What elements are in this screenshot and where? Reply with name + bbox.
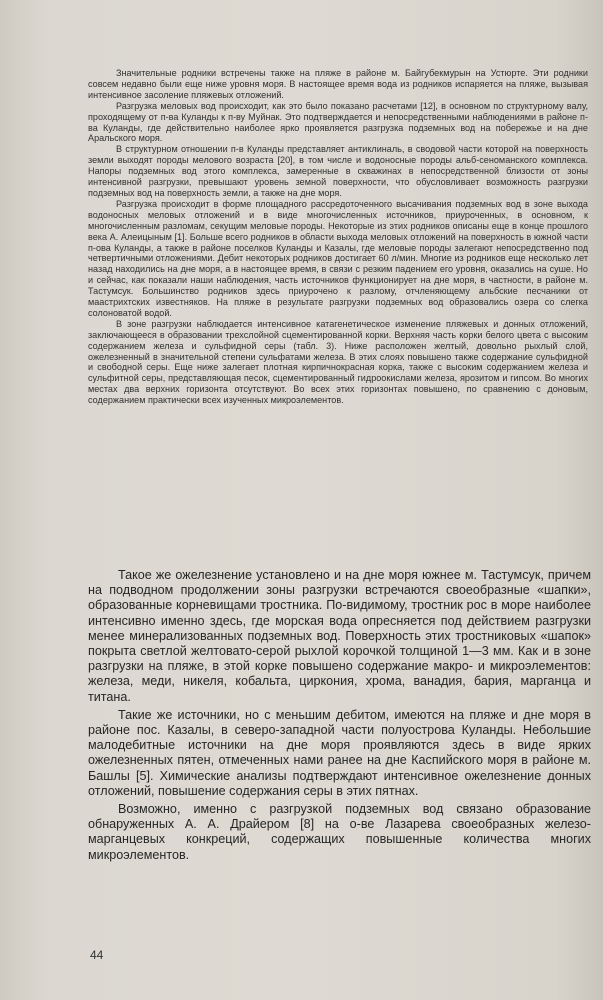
paragraph: Возможно, именно с разгрузкой подземных вод связано образование обнаруженных А. А. Драйером [8] на о-ве Лазарева своеобразных железо-марганцевых конкреций, содержащих повышенные количества многих микроэлементов.: [88, 802, 591, 862]
main-text-section: [88, 568, 591, 866]
small-print-section: [88, 68, 588, 406]
paragraph: Значительные родники встречены также на пляже в районе м. Байгубекмурын на Устюрте. Эти родники совсем недавно были еще ниже уровня моря. В настоящее время вода из родников испаряется на пляже, вызывая интенсивное засоление пляжевых отложений.: [88, 68, 588, 100]
paragraph: Такие же источники, но с меньшим дебитом, имеются на пляже и дне моря в районе пос. Казалы, в северо-западной части полуострова Куланды. Небольшие малодебитные источники на дне моря проявляются здесь в виде ярких ожелезненных пятен, отмеченных нами ранее на дне Каспийского моря в районе м. Башлы [5]. Химические анализы подтверждают интенсивное ожелезнение донных отложений, повышение содержания серы в этих пятнах.: [88, 707, 591, 798]
paragraph: В структурном отношении п-в Куланды представляет антиклиналь, в сводовой части которой на поверхность земли выходят породы мелового возраста [20], в том числе и водоносные породы альб-сеноманского комплекса. Напоры подземных вод этого комплекса, замеренные в скважинах в непосредственной близости от зоны интенсивной разгрузки, превышают уровень земной поверхности, что обусловливает возможность разгрузки подземных вод на поверхность земли, а также на дне моря.: [88, 144, 588, 198]
paragraph: Разгрузка происходит в форме площадного рассредоточенного высачивания подземных вод в зоне выхода водоносных меловых отложений и в виде многочисленных источников, приуроченных, в основном, к многочисленным разломам, секущим меловые породы. Некоторые из этих родников описаны еще в конце прошлого века А. Алеицыным [1]. Больше всего родников в области выхода меловых отложений на поверхность в южной части п-ова Куланды, а также в районе поселков Куланды и Казалы, где меловые породы залегают непосредственно под четвертичными отложениями. Дебит некоторых родников достигает 60 л/мин. Многие из родников еще несколько лет назад находились на дне моря, а в настоящее время, в связи с резким падением его уровня, оказались на суше. Но и сейчас, как показали наши наблюдения, часть источников функционирует на дне моря, в частности, в районе м. Тастумсук. Большинство родников здесь приурочено к разлому, отчленяющему альбские песчаники от маастрихтских известняков. На пляже в результате разгрузки подземных вод образовались озера со слегка солоноватой водой.: [88, 198, 588, 318]
paragraph: В зоне разгрузки наблюдается интенсивное катагенетическое изменение пляжевых и донных отложений, заключающееся в образовании трехслойной сцементированной корки. Верхняя часть корки белого цвета с высоким содержанием железа и сульфидной серы (табл. 3). Ниже расположен желтый, довольно рыхлый слой, ожелезненный в значительной степени сульфатами железа. В этих слоях повышено также содержание сульфидной и свободной серы. Еще ниже залегает плотная кирпичнокрасная корка, также с высоким содержанием железа и сульфитной серы, представляющая песок, сцементированный гидроокислами железа, ярозитом и гипсом. Во многих местах два верхних горизонта отсутствуют. Во всех этих горизонтах повышено, по сравнению с доновым, содержанием практически всех изученных микроэлементов.: [88, 318, 588, 406]
paragraph: Разгрузка меловых вод происходит, как это было показано расчетами [12], в основном по структурному валу, проходящему от п-ва Куланды к п-ву Муйнак. Это подтверждается и непосредственными наблюдениями в районе п-ва Куланды, где действительно наиболее ярко проявляется разгрузка подземных вод на побережье и на дне Аральского моря.: [88, 100, 588, 144]
paragraph: Такое же ожелезнение установлено и на дне моря южнее м. Тастумсук, причем на подводном продолжении зоны разгрузки встречаются своеобразные «шапки», образованные корневищами тростника. По-видимому, тростник рос в море наиболее интенсивно именно здесь, где морская вода опресняется под действием разгрузки менее минерализованных подземных вод. Поверхность этих тростниковых «шапок» покрыта светлой желтовато-серой рыхлой корочкой толщиной 1—3 мм. Как и в зоне разгрузки на пляже, в этой корке повышено содержание макро- и микроэлементов: железа, меди, никеля, кобальта, циркония, хрома, ванадия, бария, марганца и титана.: [88, 568, 591, 704]
page-number: 44: [90, 948, 104, 962]
